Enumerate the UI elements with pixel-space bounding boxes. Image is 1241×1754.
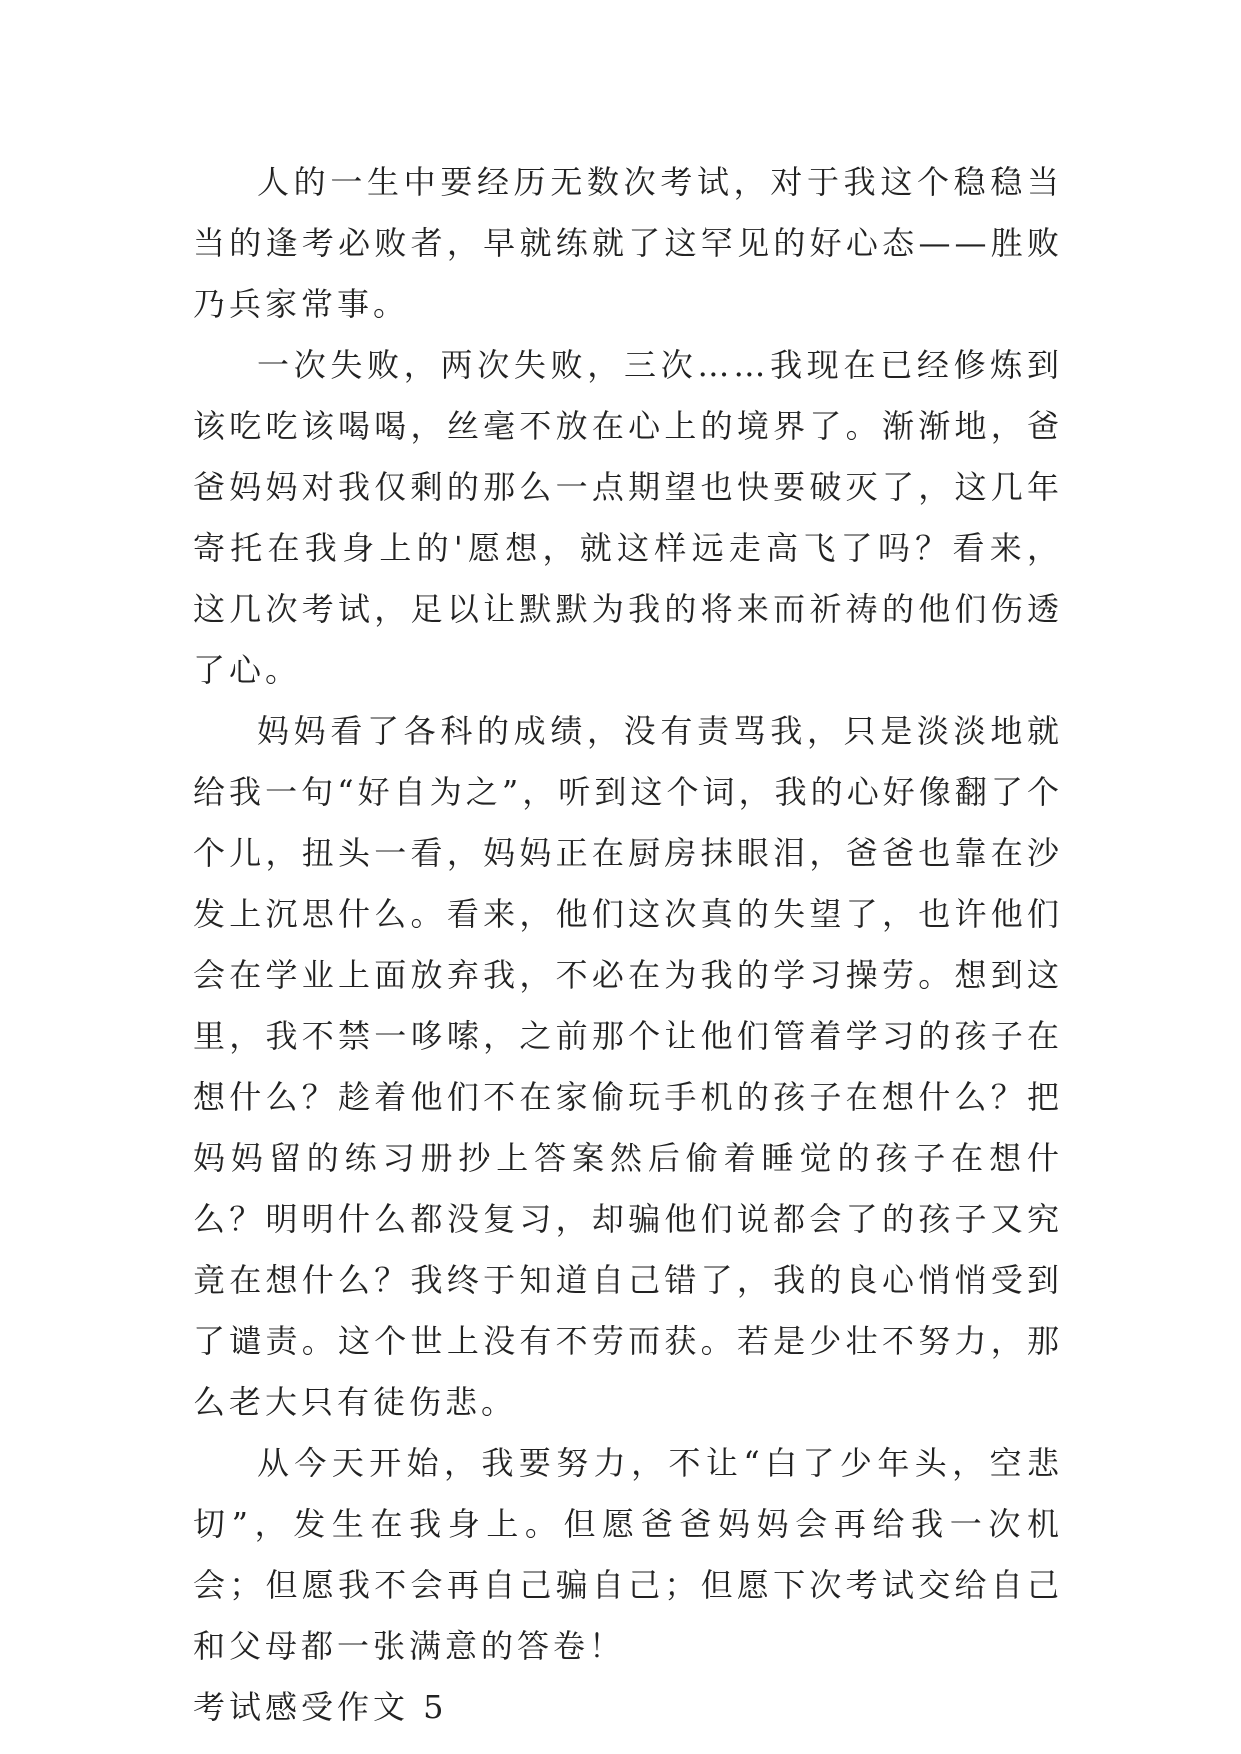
paragraph-1: 人的一生中要经历无数次考试，对于我这个稳稳当当的逢考必败者，早就练就了这罕见的好心态——胜败乃兵家常事。 <box>193 163 1063 323</box>
paragraph-3: 妈妈看了各科的成绩，没有责骂我，只是淡淡地就给我一句“好自为之”，听到这个词，我的心好像翻了个个儿，扭头一看，妈妈正在厨房抹眼泪，爸爸也靠在沙发上沉思什么。看来，他们这次真的失望了，也许他们会在学业上面放弃我，不必在为我的学习操劳。想到这里，我不禁一哆嗦，之前那个让他们管着学习的孩子在想什么？趁着他们不在家偷玩手机的孩子在想什么？把妈妈留的练习册抄上答案然后偷着睡觉的孩子在想什么？明明什么都没复习，却骗他们说都会了的孩子又究竟在想什么？我终于知道自己错了，我的良心悄悄受到了谴责。这个世上没有不劳而获。若是少壮不努力，那么老大只有徒伤悲。 <box>193 712 1063 1421</box>
section-heading: 考试感受作文 5 <box>193 1688 448 1726</box>
paragraph-4: 从今天开始，我要努力，不让“白了少年头，空悲切”，发生在我身上。但愿爸爸妈妈会再给我一次机会；但愿我不会再自己骗自己；但愿下次考试交给自己和父母都一张满意的答卷！ <box>193 1444 1063 1665</box>
document-body <box>193 152 1063 1738</box>
paragraph-2: 一次失败，两次失败，三次……我现在已经修炼到该吃吃该喝喝，丝毫不放在心上的境界了。渐渐地，爸爸妈妈对我仅剩的那么一点期望也快要破灭了，这几年寄托在我身上的'愿想，就这样远走高飞了吗？看来，这几次考试，足以让默默为我的将来而祈祷的他们伤透了心。 <box>193 346 1063 689</box>
